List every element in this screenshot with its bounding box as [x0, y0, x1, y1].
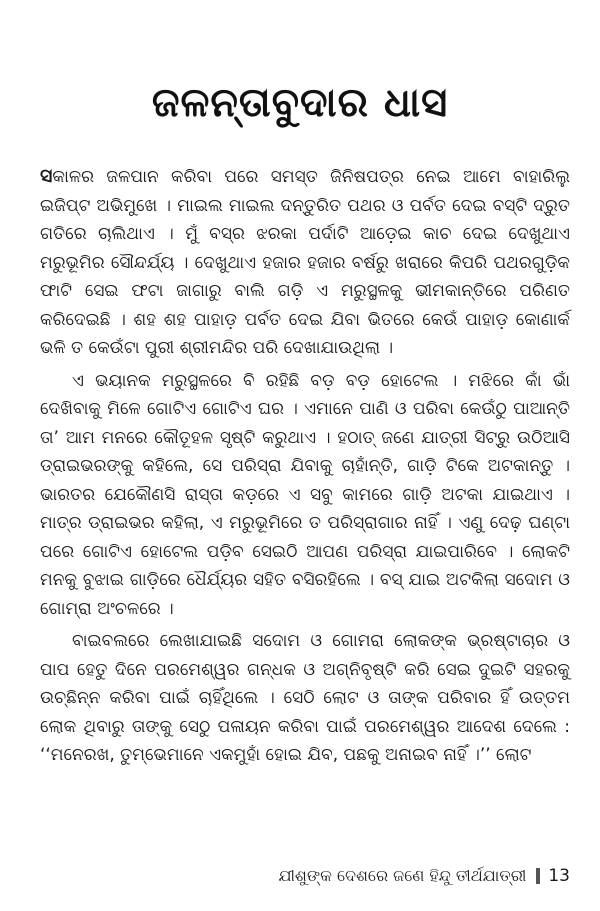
paragraph-text: କାଳର ଜଳପାନ କରିବା ପରେ ସମସ୍ତ ଜିନିଷପତ୍ର ନେଇ ଆମେ ବାହାରିଲୁ ଇଜିପ୍ଟ ଅଭିମୁଖେ । ମାଇଲ ମାଇଲ ଦନ୍ତୁରିତ ପଥର ଓ ପର୍ବତ ଦେଇ ବସ୍‌ଟି ଦ୍ରୁତ ଗତିରେ ଚାଲିଥାଏ । ମୁଁ ବସ୍‌ର ଝରକା ପର୍ଦାଟି ଆଡ଼େଇ କାଚ ଦେଇ ଦେଖୁଥାଏ ମରୁଭୂମିର ସୌନ୍ଦର୍ଯ୍ୟ । ଦେଖୁଥାଏ ହଜାର ହଜାର ବର୍ଷରୁ ଖରାରେ କିପରି ପଥରଗୁଡ଼ିକ ଫାଟି ସେଇ ଫଟା ଜାଗାରୁ ବାଲି ଗଡ଼ି ଏ ମରୁସ୍ଥଳକୁ ଭୀମକାନ୍ତିରେ ପରିଣତ କରିଦେଇଛି । ଶହ ଶହ ପାହାଡ଼ ପର୍ବତ ଦେଇ ଯିବା ଭିତରେ କେଉଁ ପାହାଡ଼ କୋଣାର୍କ ଭଳି ତ କେଉଁଟା ପୁରୀ ଶ୍ରୀମନ୍ଦିର ପରି ଦେଖାଯାଉଥିଲା । — [40, 167, 570, 358]
chapter-title: ଜଳନ୍ତାବୁଦାର ଧାସ — [151, 80, 449, 126]
page-footer — [279, 866, 570, 886]
body-text — [40, 162, 570, 774]
paragraph-text: ଏ ଭୟାନକ ମରୁସ୍ଥଳରେ ବି ରହିଛି ବଡ଼ ବଡ଼ ହୋଟେଲ । ମଝିରେ କାଁ ଭାଁ ଦେଖିବାକୁ ମିଳେ ଗୋଟିଏ ଗୋଟିଏ ଘର । ଏମାନେ ପାଣି ଓ ପରିବା କେଉଁଠୁ ପାଆନ୍ତି ତା’ ଆମ ମନରେ କୌତୂହଳ ସୃଷ୍ଟି କରୁଥାଏ । ହଠାତ୍ ଜଣେ ଯାତ୍ରୀ ସିଟ୍‌ରୁ ଉଠିଆସି ଡ୍ରାଇଭରଙ୍କୁ କହିଲେ, ସେ ପରିସ୍ରା ଯିବାକୁ ଚାହାଁନ୍ତି, ଗାଡ଼ି ଟିକେ ଅଟକାନ୍ତୁ । ଭାରତର ଯେକୌଣସି ରାସ୍ତା କଡ଼ରେ ଏ ସବୁ କାମରେ ଗାଡ଼ି ଅଟକା ଯାଇଥାଏ । ମାତ୍ର ଡ୍ରାଇଭର କହିଲା, ଏ ମରୁଭୂମିରେ ତ ପରିସ୍ରାଗାର ନାହିଁ । ଏଣୁ ଦେଢ଼ ଘଣ୍ଟା ପରେ ଗୋଟିଏ ହୋଟେଲ ପଡ଼ିବ ସେଇଠି ଆପଣ ପରିସ୍ରା ଯାଇପାରିବେ । ଲୋକଟି ମନକୁ ବୁଝାଇ ଗାଡ଼ିରେ ଧୈର୍ଯ୍ୟର ସହିତ ବସିରହିଲେ । ବସ୍ ଯାଇ ଅଟକିଲା ସଦୋମ ଓ ଗୋମ୍‌ରା ଅଂଚଳରେ । — [40, 370, 570, 619]
footer-separator — [536, 868, 540, 884]
running-title: ଯୀଶୁଙ୍କ ଦେଶରେ ଜଣେ ହିନ୍ଦୁ ତୀର୍ଥଯାତ୍ରୀ — [278, 866, 527, 885]
paragraph-text: ବାଇବଲରେ ଲେଖାଯାଇଛି ସଦୋମ ଓ ଗୋମରା ଲୋକଙ୍କ ଭ୍ରଷ୍ଟାଚାର ଓ ପାପ ହେତୁ ଦିନେ ପରମେଶ୍ୱର ଗନ୍ଧକ ଓ ଅଗ୍ନିବୃଷ୍ଟି କରି ସେଇ ଦୁଇଟି ସହରକୁ ଉଚ୍ଛିନ୍ନ କରିବା ପାଇଁ ଚାହିଁଥିଲେ । ସେଠି ଲୋଟ ଓ ତାଙ୍କ ପରିବାର ହିଁ ଉତ୍ତମ ଲୋକ ଥିବାରୁ ତାଙ୍କୁ ସେଠୁ ପଳାୟନ କରିବା ପାଇଁ ପରମେଶ୍ୱର ଆଦେଶ ଦେଲେ : ‘‘ମନେରଖ, ତୁମ୍ଭେମାନେ ଏକମୁହାଁ ହୋଇ ଯିବ, ପଛକୁ ଅନାଇବ ନାହିଁ ।’’ ଲୋଟ — [40, 631, 570, 765]
paragraph-2 — [40, 367, 570, 624]
drop-cap: ସ — [40, 165, 53, 187]
page-number: 13 — [548, 866, 570, 886]
paragraph-1 — [40, 162, 570, 363]
paragraph-3 — [40, 627, 570, 770]
